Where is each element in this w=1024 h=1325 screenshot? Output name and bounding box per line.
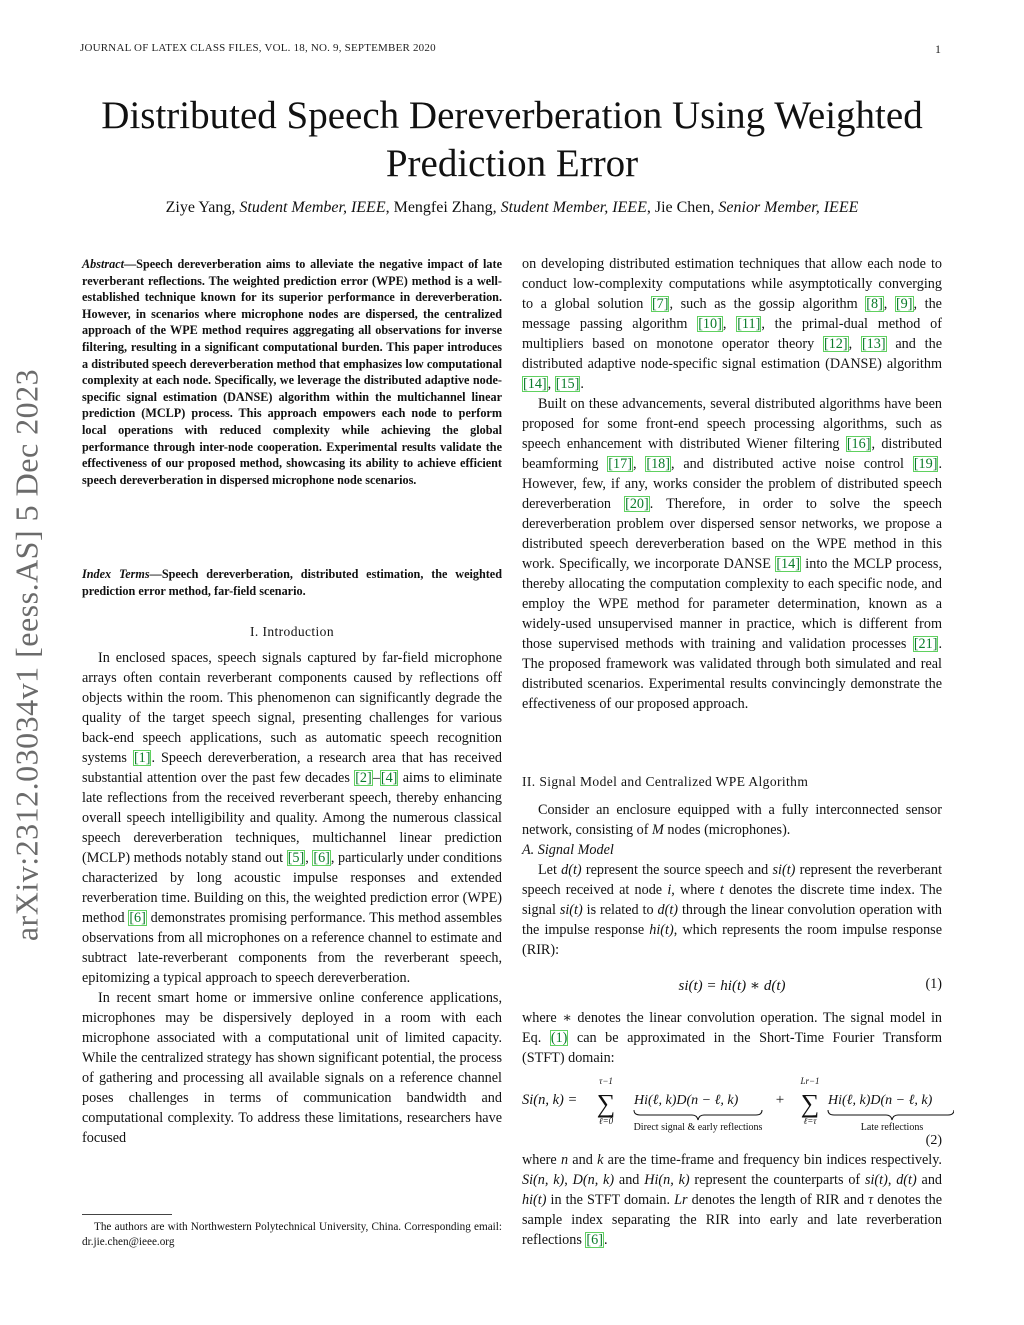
citation-link[interactable]: [2] [355,770,372,786]
citation-link[interactable]: [16] [846,436,871,452]
arxiv-id: arXiv:2312.03034v1 [eess.AS] 5 Dec 2023 [8,368,45,942]
intro-paragraph-3: on developing distributed estimation techniques that allow each node to conduct low-complexity computations while asymptotically converging to a global solution [7], such as the gossip algorithm [8], [9], the message passing algorithm [10], [11], the primal-dual method of multipliers based on monotone operator theory [12], [13] and the distributed adaptive node-specific signal estimation (DANSE) algorithm [14], [15]. [522,256,942,392]
section-2-heading: II. Signal Model and Centralized WPE Algorithm [522,774,809,789]
eq2-brace-label-1: Direct signal & early reflections [633,1122,763,1133]
author-3-role: Senior Member, IEEE [718,199,859,216]
citation-link[interactable]: [6] [129,910,146,926]
citation-link[interactable]: [21] [913,636,938,652]
sec2-paragraph-1: Consider an enclosure equipped with a fully interconnected sensor network, consisting of M nodes (microphones). [522,802,942,838]
intro-paragraph-4: Built on these advancements, several distributed algorithms have been proposed for some front-end speech processing algorithms, such as speech enhancement with distributed Wiener filtering [16], distributed beamforming [17], [18], and distributed active noise control [19]. However, few, if any, works consider the problem of distributed speech dereverberation [20]. Therefore, in order to solve the speech dereverberation problem over dispersed sensor networks, we propose a distributed speech dereverberation based on the WPE method in this work. Specifically, we incorporate DANSE [14] into the MCLP process, thereby allocating the computation complexity to each specific node, and employ the WPE method for parameter determination, known as a widely-used unsupervised manner in practice, which is different from those supervised methods with training and validation processes [21]. The proposed framework was validated through both simulated and real distributed scenarios. Experimental results convincingly demonstrate the effectiveness of our proposed approach. [522,396,943,712]
footnote-rule [82,1214,172,1215]
equation-2 [522,1072,954,1148]
author-2-name: Mengfei Zhang, [393,199,497,216]
intro-paragraph-2: In recent smart home or immersive online conference applications, microphones may be dispersively deployed in a room with each microphone associated with a computational unit of limited capacity. While the centralized strategy has shown significant potential, the process of gathering and processing all available signals on a reference channel poses challenges in terms of communication bandwidth and computational complexity. To address these limitations, researchers have focused [82,990,502,1146]
eq2-term-1: Hi(ℓ, k)D(n − ℓ, k) [634,1093,739,1108]
footnote: The authors are with Northwestern Polytechnical University, China. Corresponding email: dr.jie.chen@ieee.org [82,1221,502,1248]
citation-link[interactable]: [12] [823,336,848,352]
author-1-role: Student Member, IEEE [239,199,386,216]
citation-link[interactable]: [14] [523,376,547,392]
abstract [82,256,502,488]
eq2-sum2-sigma: ∑ [800,1089,820,1118]
citation-link[interactable]: [6] [586,1232,603,1248]
equation-1 [522,976,942,998]
eq2-term-2: Hi(ℓ, k)D(n − ℓ, k) [828,1093,933,1108]
signal-model-body [522,800,942,960]
equation-1-number: (1) [925,976,942,992]
eq2-sum2-upper: Lr−1 [800,1076,820,1086]
citation-link[interactable]: [10] [698,316,722,332]
eq2-brace-label-2: Late reflections [860,1122,924,1133]
signal-model-body-2 [522,1008,942,1068]
section-1-heading: I. Introduction [250,624,334,639]
index-terms [82,566,502,599]
citation-link[interactable]: [17] [608,456,632,472]
citation-link[interactable]: [7] [651,296,669,312]
index-terms-text: Speech dereverberation, distributed estimation, the weighted prediction error method, far-field scenario. [82,567,502,598]
intro-paragraph-1: In enclosed spaces, speech signals captured by far-field microphone arrays often contain reverberant components caused by reflections off objects within the room. This phenomenon can significantly degrade the quality of the target speech signal, presenting challenges for various back-end speech applications, such as automatic speech recognition systems [1]. Speech dereverberation, a research area that has received substantial attention over the past few decades [2]–[4] aims to eliminate late reflections from the received reverberant speech, thereby enhancing overall speech intelligibility and quality. Among the numerous classical speech dereverberation techniques, multichannel linear prediction (MCLP) methods notably stand out [5], [6], particularly under conditions characterized by long acoustic impulse responses and extended reverberation time. Building on this, the weighted prediction error (WPE) method [6] demonstrates promising performance. This method assembles observations from all microphones on a reference channel to estimate and subtract late-reverberant components from the reverberant speech, epitomizing a typical approach to speech dereverberation. [82,650,503,986]
eq2-sum1-upper: τ−1 [599,1076,613,1086]
eq2-underbrace-1 [634,1110,762,1120]
author-3-name: Jie Chen, [654,199,715,216]
signal-model-body-3 [522,1150,942,1250]
citation-link[interactable]: [13] [861,336,886,352]
citation-link[interactable]: [11] [737,316,761,332]
equation-1-body: si(t) = hi(t) ∗ d(t) [678,978,786,994]
author-line: Ziye Yang, Student Member, IEEE, Mengfei Zhang, Student Member, IEEE, Jie Chen, Senior Member, IEEE [165,199,859,216]
citation-link[interactable]: [9] [895,296,913,312]
eq2-number: (2) [925,1133,942,1148]
paper-title: Distributed Speech Dereverberation Using Weighted Prediction Error [101,94,923,185]
sec2-paragraph-2: Let d(t) represent the source speech and si(t) represent the reverberant speech received at node i, where t denotes the discrete time index. The signal si(t) is related to d(t) through the linear convolution operation with the impulse response hi(t), which represents the room impulse response (RIR): [522,862,943,958]
sec2-paragraph-4: where n and k are the time-frame and frequency bin indices respectively. Si(n, k), D(n, k) and Hi(n, k) represent the counterparts of si(t), d(t) and hi(t) in the STFT domain. Lr denotes the length of RIR and τ denotes the sample index separating the RIR into early and late reverberation reflections [6]. [522,1152,943,1248]
running-header: JOURNAL OF LATEX CLASS FILES, VOL. 18, NO. 9, SEPTEMBER 2020 [80,42,436,54]
eq2-sum1-lower: ℓ=0 [598,1116,614,1126]
eq2-sum2-lower: ℓ=τ [803,1116,817,1126]
intro-body [82,648,502,1148]
citation-link[interactable]: [15] [555,376,580,392]
equation-ref-link[interactable]: (1) [550,1030,568,1046]
eq2-sum1-sigma: ∑ [596,1089,616,1118]
abstract-text: Speech dereverberation aims to alleviate the negative impact of late reverberant reflections. The weighted prediction error (WPE) method is a well-established technique known for its superior performance in dereverberation. However, in scenarios where microphone nodes are dispersed, the centralized approach of the WPE method requires aggregating all observations for inverse filtering, resulting in a significant computational burden. This paper introduces a distributed speech dereverberation method that emphasizes low computational complexity at each node. Specifically, we leverage the distributed adaptive node-specific signal estimation (DANSE) algorithm within the multichannel linear prediction (MCLP) process. This approach empowers each node to perform local operations with reduced complexity while achieving the global performance through inter-node cooperation. Experimental results validate the effectiveness of our proposed method, showcasing its ability to achieve efficient speech dereverberation in dispersed microphone node scenarios. [82,257,502,487]
citation-link[interactable]: [19] [913,456,938,472]
arxiv-stamp [2,355,52,955]
sec2-paragraph-3: where ∗ denotes the linear convolution operation. The signal model in Eq. (1) can be approximated in the Short-Time Fourier Transform (STFT) domain: [522,1010,942,1066]
citation-link[interactable]: [8] [866,296,883,312]
citation-link[interactable]: [14] [776,556,800,572]
abstract-label: Abstract— [82,257,137,271]
index-terms-label: Index Terms— [82,567,162,581]
eq2-lhs: Si(n, k) = [522,1092,578,1108]
citation-link[interactable]: [20] [625,496,649,512]
subsection-heading: A. Signal Model [522,842,614,858]
citation-link[interactable]: [5] [287,850,305,866]
intro-continued [522,254,942,714]
author-2-role: Student Member, IEEE [500,199,647,216]
citation-link[interactable]: [18] [646,456,670,472]
equation-2-render [522,1072,954,1148]
author-1-name: Ziye Yang, [165,199,236,216]
citation-link[interactable]: [1] [133,750,151,766]
page-number: 1 [935,42,941,56]
citation-link[interactable]: [6] [313,850,330,866]
eq2-plus: + [775,1092,785,1108]
citation-link[interactable]: [4] [380,770,398,786]
eq2-underbrace-2 [828,1110,954,1120]
